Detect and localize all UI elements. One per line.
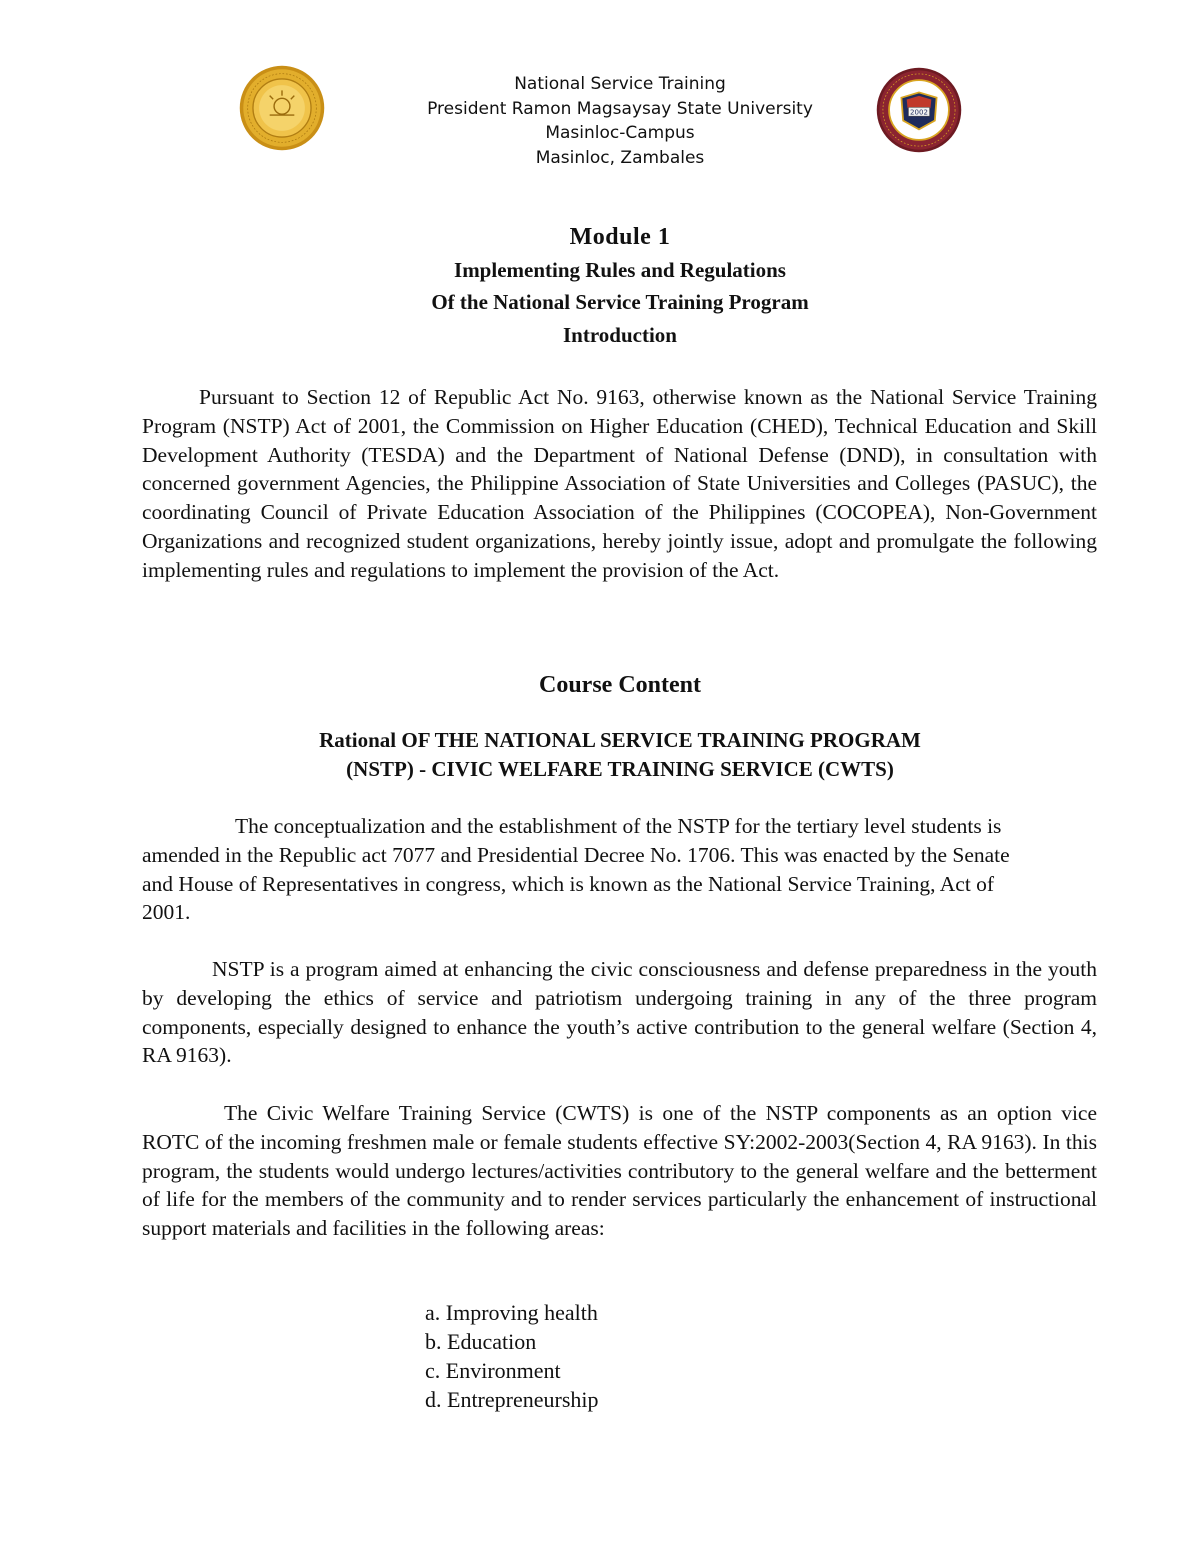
areas-list [425, 1298, 599, 1414]
list-item: a. Improving health [425, 1300, 598, 1325]
module-title: Module 1 [569, 224, 671, 250]
header-location: Masinloc, Zambales [535, 147, 705, 168]
paragraph-cwts: The Civic Welfare Training Service (CWTS) is one of the NSTP components as an option vice ROTC of the incoming freshmen male or female students effective SY:2002-2003(Section 4, RA 9163). In this program, the students would undergo lectures/activities contributory to the general welfare and the betterment of life for the members of the community and to render services particularly the enhancement of instructional support materials and facilities in the following areas: [142, 1101, 1097, 1241]
course-content-heading: Course Content [539, 672, 701, 698]
paragraph-conceptualization: The conceptualization and the establishment of the NSTP for the tertiary level students is amended in the Republic act 7077 and Presidential Decree No. 1706. This was enacted by the Senate and House of Representatives in congress, which is known as the National Service Training, Act of 2001. [142, 814, 1010, 925]
rational-heading-line2: (NSTP) - CIVIC WELFARE TRAINING SERVICE (CWTS) [346, 757, 894, 781]
header-campus: Masinloc-Campus [545, 123, 695, 143]
header-program: National Service Training [514, 74, 726, 94]
rational-heading-line1: Rational OF THE NATIONAL SERVICE TRAINING PROGRAM [319, 728, 921, 752]
section-introduction-heading: Introduction [563, 323, 677, 347]
paragraph-nstp-definition: NSTP is a program aimed at enhancing the civic consciousness and defense preparedness in the youth by developing the ethics of service and patriotism undergoing training in any of the three program components, especially designed to enhance the youth’s active contribution to the general welfare (Section 4, RA 9163). [142, 957, 1097, 1068]
module-subtitle-2: Of the National Service Training Program [431, 290, 809, 314]
list-item: c. Environment [425, 1358, 561, 1383]
module-subtitle-1: Implementing Rules and Regulations [454, 258, 786, 282]
header-university: President Ramon Magsaysay State University [427, 98, 813, 119]
seal-year: 2002 [910, 107, 928, 117]
intro-paragraph: Pursuant to Section 12 of Republic Act No. 9163, otherwise known as the National Service Training Program (NSTP) Act of 2001, the Commission on Higher Education (CHED), Technical Education and Skill Development Authority (TESDA) and the Department of National Defense (DND), in consultation with concerned government Agencies, the Philippine Association of State Universities and Colleges (PASUC), the coordinating Council of Private Education Association of the Philippines (COCOPEA), Non-Government Organizations and recognized student organizations, hereby jointly issue, adopt and promulgate the following implementing rules and regulations to implement the provision of the Act. [142, 385, 1097, 582]
list-item: d. Entrepreneurship [425, 1387, 599, 1412]
list-item: b. Education [425, 1329, 537, 1354]
prmsu-seal-logo [238, 64, 326, 152]
document-header [320, 72, 920, 170]
